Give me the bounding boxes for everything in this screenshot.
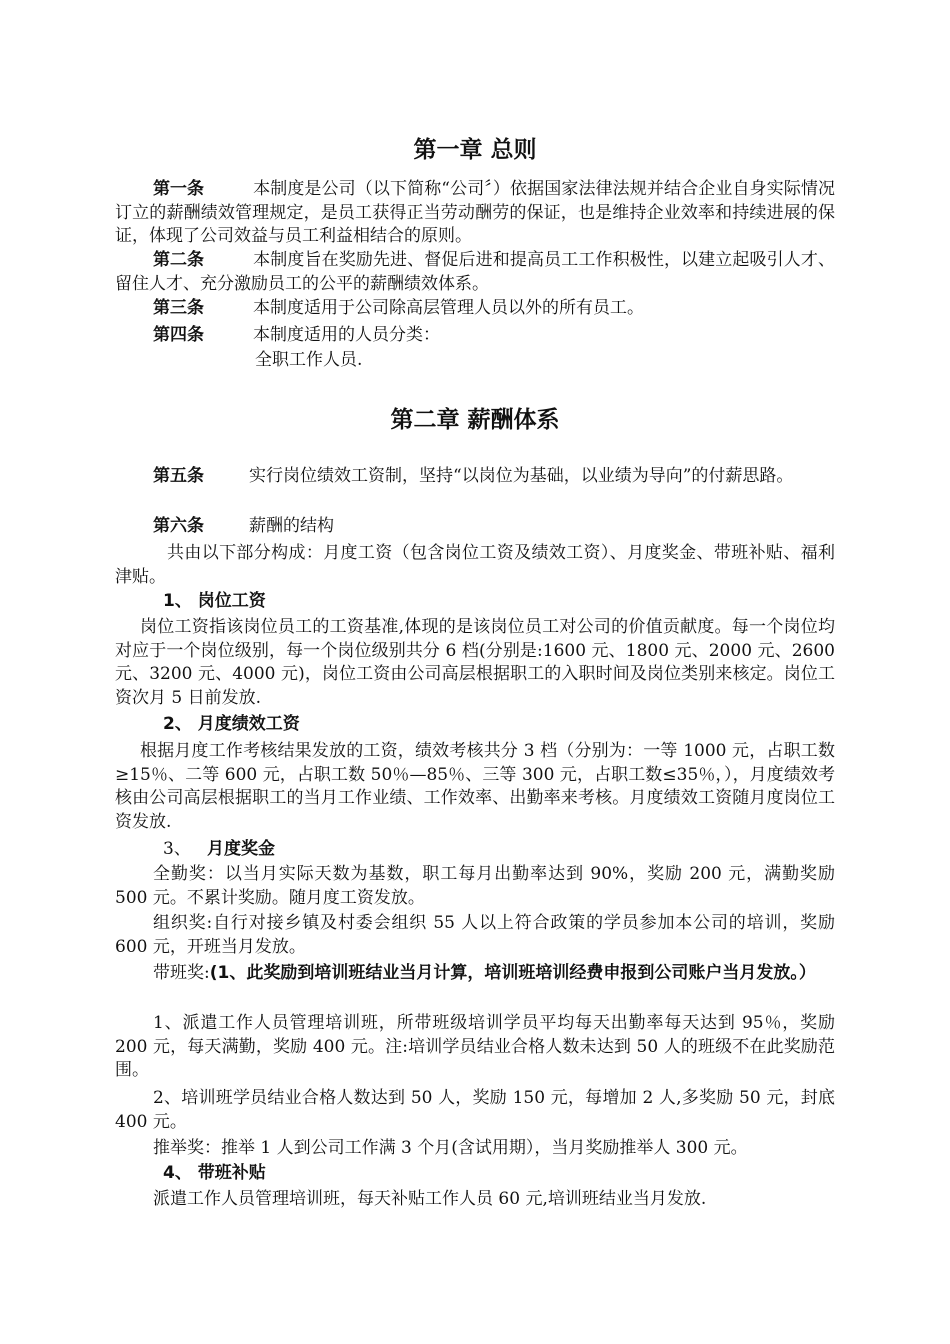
section-3-heading bbox=[115, 838, 835, 862]
lead-class-bonus-note: (1、此奖励到培训班结业当月计算，培训班培训经费申报到公司账户当月发放。） bbox=[209, 963, 816, 983]
chapter-1-title: 第一章 总则 bbox=[413, 137, 537, 163]
section-3-number: 3、 bbox=[163, 839, 191, 859]
section-4-text: 派遣工作人员管理培训班，每天补贴工作人员 60 元,培训班结业当月发放. bbox=[153, 1189, 707, 1209]
article-4-label: 第四条 bbox=[153, 325, 204, 345]
article-2 bbox=[115, 249, 835, 296]
article-3-label: 第三条 bbox=[153, 298, 204, 318]
section-2-text: 根据月度工作考核结果发放的工资，绩效考核共分 3 档（分别为：一等 1000 元，占职工数≥15％、二等 600 元，占职工数 50％—85％、三等 300 元，占职工数≤35％，），月度绩效考核由公司高层根据职工的当月工作业绩、工作效率、出勤率来考核。月度绩效工资随月度岗位工资发放. bbox=[115, 741, 835, 832]
article-4 bbox=[115, 324, 835, 348]
article-1-label: 第一条 bbox=[153, 179, 204, 199]
article-5-label: 第五条 bbox=[153, 466, 204, 486]
article-4-sub: 全职工作人员. bbox=[255, 350, 363, 370]
section-1-heading: 1、 岗位工资 bbox=[163, 591, 266, 611]
article-4-text: 本制度适用的人员分类： bbox=[253, 325, 440, 345]
lead-class-rule-1: 1、派遣工作人员管理培训班，所带班级培训学员平均每天出勤率每天达到 95％，奖励 200 元，每天满勤，奖励 400 元。注:培训学员结业合格人数未达到 50 人的班级不在此奖励范围。 bbox=[115, 1013, 835, 1080]
article-3 bbox=[115, 297, 835, 321]
lead-class-bonus bbox=[115, 962, 835, 986]
lead-class-rule-2: 2、培训班学员结业合格人数达到 50 人，奖励 150 元，每增加 2 人,多奖励 50 元，封底 400 元。 bbox=[115, 1088, 835, 1132]
section-2-heading: 2、 月度绩效工资 bbox=[163, 714, 300, 734]
section-1-text: 岗位工资指该岗位员工的工资基准,体现的是该岗位员工对公司的价值贡献度。每一个岗位均对应于一个岗位级别，每一个岗位级别共分 6 档(分别是:1600 元、1800 元、2000 元、2600 元、3200 元、4000 元)，岗位工资由公司高层根据职工的入职时间及岗位类别来核定。岗位工资次月 5 日前发放. bbox=[115, 617, 835, 708]
article-6 bbox=[115, 515, 835, 539]
article-5-text: 实行岗位绩效工资制，坚持“以岗位为基础，以业绩为导向”的付薪思路。 bbox=[249, 466, 794, 486]
chapter-2-title: 第二章 薪酬体系 bbox=[390, 407, 560, 433]
section-3-title: 月度奖金 bbox=[207, 839, 276, 859]
article-2-text: 本制度旨在奖励先进、督促后进和提高员工工作积极性，以建立起吸引人才、留住人才、充分激励员工的公平的薪酬绩效体系。 bbox=[115, 250, 835, 294]
article-1-text: 本制度是公司（以下简称“公司〞）依据国家法律法规并结合企业自身实际情况订立的薪酬绩效管理规定，是员工获得正当劳动酬劳的保证，也是维持企业效率和持续进展的保证，体现了公司效益与员工利益相结合的原则。 bbox=[115, 179, 835, 246]
article-3-text: 本制度适用于公司除高层管理人员以外的所有员工。 bbox=[253, 298, 644, 318]
lead-class-bonus-label: 带班奖: bbox=[153, 963, 210, 983]
salary-composition: 共由以下部分构成：月度工资（包含岗位工资及绩效工资）、月度奖金、带班补贴、福利津贴。 bbox=[115, 543, 835, 587]
section-4-heading: 4、 带班补贴 bbox=[163, 1163, 266, 1183]
article-6-text: 薪酬的结构 bbox=[249, 516, 334, 536]
article-2-label: 第二条 bbox=[153, 250, 204, 270]
article-1 bbox=[115, 178, 835, 249]
organization-bonus: 组织奖:自行对接乡镇及村委会组织 55 人以上符合政策的学员参加本公司的培训，奖励 600 元，开班当月发放。 bbox=[115, 913, 835, 957]
referral-bonus: 推举奖：推举 1 人到公司工作满 3 个月(含试用期），当月奖励推举人 300 元。 bbox=[153, 1138, 748, 1158]
article-5 bbox=[115, 465, 835, 489]
article-6-label: 第六条 bbox=[153, 516, 204, 536]
attendance-bonus: 全勤奖：以当月实际天数为基数，职工每月出勤率达到 90%，奖励 200 元，满勤奖励 500 元。不累计奖励。随月度工资发放。 bbox=[115, 864, 835, 908]
